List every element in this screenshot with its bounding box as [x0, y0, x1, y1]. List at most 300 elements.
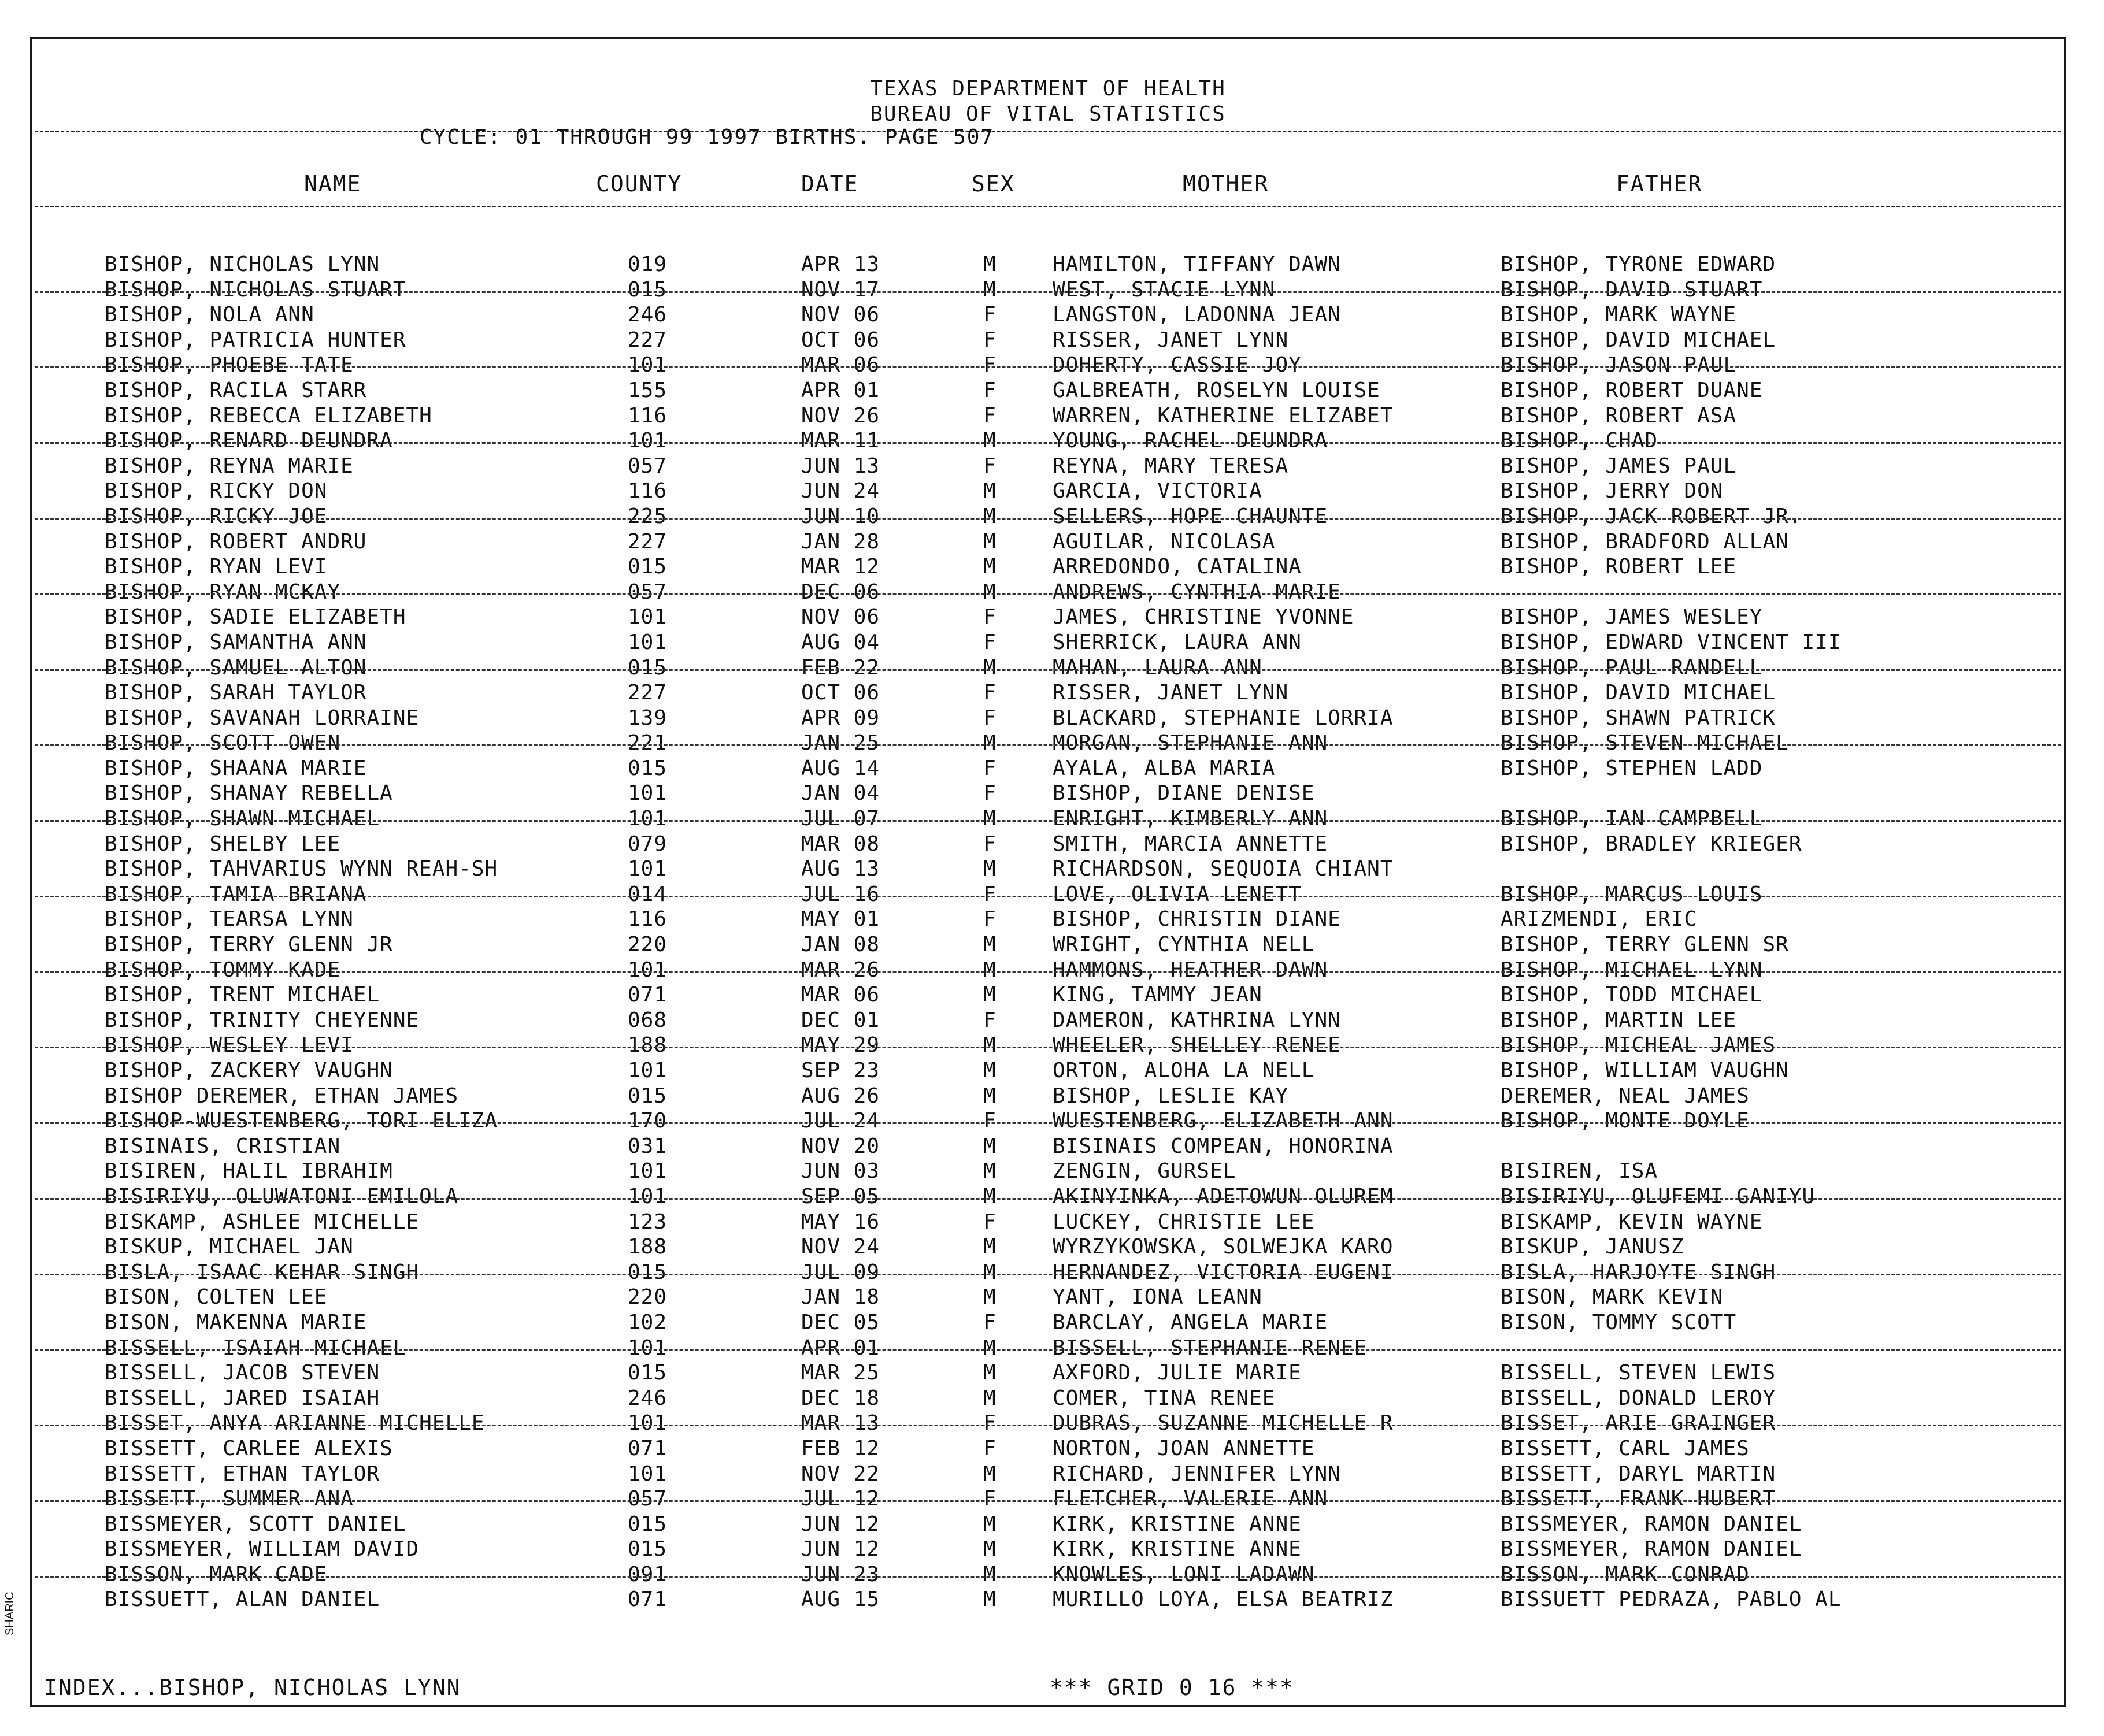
record-date: JAN 18 [801, 1285, 880, 1310]
record-county: 227 [628, 681, 668, 705]
record-sex: F [983, 1008, 997, 1032]
record-date: APR 13 [801, 253, 880, 276]
record-sex: M [983, 429, 997, 453]
record-county: 116 [628, 907, 668, 932]
record-mother: BISINAIS COMPEAN, HONORINA [1053, 1134, 1394, 1158]
record-name: BISHOP, SHELBY LEE [105, 832, 341, 856]
record-date: NOV 20 [801, 1134, 880, 1158]
record-row [32, 655, 2064, 681]
record-county: 071 [628, 1436, 668, 1460]
record-mother: ARREDONDO, CATALINA [1053, 555, 1302, 579]
record-county: 031 [628, 1134, 668, 1158]
column-header-date: DATE [801, 171, 859, 196]
record-date: JUN 10 [801, 504, 880, 528]
record-date: SEP 23 [801, 1059, 880, 1082]
record-father: BISKUP, JANUSZ [1501, 1235, 1684, 1259]
record-mother: ENRIGHT, KIMBERLY ANN [1053, 807, 1328, 831]
record-mother: YOUNG, RACHEL DEUNDRA [1053, 429, 1328, 453]
record-father: BISHOP, CHAD [1501, 429, 1658, 453]
record-mother: RICHARD, JENNIFER LYNN [1053, 1461, 1341, 1486]
record-row [32, 353, 2064, 378]
record-row [32, 1310, 2064, 1336]
record-row [32, 1084, 2064, 1109]
record-name: BISHOP, REYNA MARIE [105, 454, 354, 478]
record-sex: M [983, 253, 997, 276]
record-sex: F [983, 681, 997, 705]
record-father: BISHOP, JERRY DON [1501, 479, 1724, 503]
record-mother: KING, TAMMY JEAN [1053, 983, 1262, 1007]
record-date: DEC 18 [801, 1386, 880, 1410]
record-row [32, 302, 2064, 328]
record-name: BISHOP, ZACKERY VAUGHN [105, 1059, 393, 1082]
record-mother: BARCLAY, ANGELA MARIE [1053, 1310, 1328, 1334]
record-father: BISSETT, DARYL MARTIN [1501, 1461, 1776, 1486]
record-county: 101 [628, 958, 668, 982]
record-row [32, 1285, 2064, 1310]
record-row [32, 1461, 2064, 1487]
record-date: NOV 06 [801, 605, 880, 629]
record-row [32, 428, 2064, 454]
record-mother: WRIGHT, CYNTHIA NELL [1053, 933, 1315, 957]
record-sex: F [983, 1487, 997, 1511]
record-date: JUN 03 [801, 1159, 880, 1184]
record-county: 101 [628, 605, 668, 629]
record-row [32, 378, 2064, 403]
record-father: BISHOP, TYRONE EDWARD [1501, 253, 1776, 276]
record-county: 068 [628, 1008, 668, 1032]
record-sex: M [983, 807, 997, 831]
record-county: 015 [628, 655, 668, 680]
record-name: BISKAMP, ASHLEE MICHELLE [105, 1210, 420, 1234]
record-mother: KIRK, KRISTINE ANNE [1053, 1537, 1302, 1561]
record-mother: RICHARDSON, SEQUOIA CHIANT [1053, 857, 1394, 881]
header-cycle: CYCLE: 01 THROUGH 99 1997 BIRTHS. PAGE 507 [419, 125, 995, 149]
record-row [32, 252, 2064, 277]
record-sex: M [983, 1461, 997, 1486]
side-mark: SHARIC [3, 1592, 16, 1635]
record-mother: RISSER, JANET LYNN [1053, 681, 1289, 705]
record-row [32, 882, 2064, 907]
record-county: 170 [628, 1109, 668, 1133]
record-county: 188 [628, 1235, 668, 1259]
record-sex: M [983, 479, 997, 503]
record-county: 101 [628, 353, 668, 377]
record-name: BISHOP, RENARD DEUNDRA [105, 429, 393, 453]
record-county: 101 [628, 1461, 668, 1486]
record-date: MAR 13 [801, 1411, 880, 1435]
record-county: 139 [628, 706, 668, 730]
record-father: BISHOP, JAMES WESLEY [1501, 605, 1763, 629]
record-row [32, 1537, 2064, 1562]
record-row [32, 478, 2064, 504]
record-father: BISHOP, ROBERT LEE [1501, 555, 1737, 579]
record-mother: AKINYINKA, ADETOWUN OLUREM [1053, 1184, 1394, 1208]
record-name: BISHOP, ROBERT ANDRU [105, 529, 367, 554]
record-county: 101 [628, 1411, 668, 1435]
record-row [32, 1033, 2064, 1058]
record-name: BISHOP-WUESTENBERG, TORI ELIZA [105, 1109, 498, 1133]
record-row [32, 730, 2064, 756]
record-county: 246 [628, 303, 668, 327]
record-county: 246 [628, 1386, 668, 1410]
record-father: BISHOP, ROBERT ASA [1501, 403, 1737, 428]
record-row [32, 403, 2064, 429]
record-mother: DAMERON, KATHRINA LYNN [1053, 1008, 1341, 1032]
footer-index: INDEX...BISHOP, NICHOLAS LYNN [44, 1675, 461, 1700]
record-sex: M [983, 933, 997, 957]
record-father: BISHOP, JAMES PAUL [1501, 454, 1737, 478]
record-county: 101 [628, 1059, 668, 1082]
record-sex: F [983, 1411, 997, 1435]
record-name: BISINAIS, CRISTIAN [105, 1134, 341, 1158]
record-name: BISSUETT, ALAN DANIEL [105, 1587, 380, 1612]
record-county: 015 [628, 1537, 668, 1561]
record-name: BISHOP, RYAN MCKAY [105, 580, 341, 604]
record-father: BISHOP, BRADLEY KRIEGER [1501, 832, 1802, 856]
record-name: BISHOP, PATRICIA HUNTER [105, 328, 406, 352]
record-father: BISON, TOMMY SCOTT [1501, 1310, 1737, 1334]
record-name: BISSETT, CARLEE ALEXIS [105, 1436, 393, 1460]
record-sex: M [983, 857, 997, 881]
record-date: MAR 25 [801, 1361, 880, 1385]
record-sex: M [983, 655, 997, 680]
record-date: AUG 14 [801, 756, 880, 780]
record-row [32, 454, 2064, 479]
record-county: 015 [628, 756, 668, 780]
record-mother: REYNA, MARY TERESA [1053, 454, 1289, 478]
record-county: 227 [628, 529, 668, 554]
record-date: AUG 13 [801, 857, 880, 881]
record-row [32, 781, 2064, 806]
record-county: 101 [628, 857, 668, 881]
record-name: BISHOP, NICHOLAS STUART [105, 277, 406, 302]
record-name: BISSELL, JACOB STEVEN [105, 1361, 380, 1385]
record-name: BISHOP, TERRY GLENN JR [105, 933, 393, 957]
record-mother: ZENGIN, GURSEL [1053, 1159, 1236, 1184]
record-mother: COMER, TINA RENEE [1053, 1386, 1276, 1410]
record-name: BISHOP, SAVANAH LORRAINE [105, 706, 420, 730]
record-row [32, 806, 2064, 832]
record-row [32, 1184, 2064, 1210]
record-name: BISSMEYER, SCOTT DANIEL [105, 1512, 406, 1536]
record-mother: RISSER, JANET LYNN [1053, 328, 1289, 352]
record-name: BISHOP, TEARSA LYNN [105, 907, 354, 932]
record-row [32, 1260, 2064, 1285]
record-father: BISSON, MARK CONRAD [1501, 1562, 1750, 1586]
record-mother: NORTON, JOAN ANNETTE [1053, 1436, 1315, 1460]
record-father: BISIRIYU, OLUFEMI GANIYU [1501, 1184, 1816, 1208]
record-county: 116 [628, 479, 668, 503]
record-name: BISHOP, SHAANA MARIE [105, 756, 367, 780]
record-name: BISHOP, SADIE ELIZABETH [105, 605, 406, 629]
record-father: BISHOP, WILLIAM VAUGHN [1501, 1059, 1789, 1082]
record-date: NOV 22 [801, 1461, 880, 1486]
record-sex: M [983, 1386, 997, 1410]
record-mother: FLETCHER, VALERIE ANN [1053, 1487, 1328, 1511]
record-father: BISHOP, MICHAEL LYNN [1501, 958, 1763, 982]
record-mother: WEST, STACIE LYNN [1053, 277, 1276, 302]
record-county: 101 [628, 807, 668, 831]
record-county: 101 [628, 1159, 668, 1184]
record-row [32, 856, 2064, 882]
record-date: JUN 12 [801, 1512, 880, 1536]
record-date: OCT 06 [801, 328, 880, 352]
record-name: BISHOP, NOLA ANN [105, 303, 314, 327]
record-sex: M [983, 983, 997, 1007]
record-row [32, 1386, 2064, 1411]
record-sex: M [983, 1059, 997, 1082]
record-date: NOV 06 [801, 303, 880, 327]
record-row [32, 680, 2064, 706]
record-father: BISSETT, CARL JAMES [1501, 1436, 1750, 1460]
record-date: DEC 06 [801, 580, 880, 604]
record-mother: LOVE, OLIVIA LENETT [1053, 882, 1302, 906]
record-county: 220 [628, 1285, 668, 1310]
record-county: 019 [628, 253, 668, 276]
record-sex: F [983, 907, 997, 932]
header-agency: TEXAS DEPARTMENT OF HEALTH [870, 77, 1226, 101]
record-sex: F [983, 1310, 997, 1334]
record-mother: GARCIA, VICTORIA [1053, 479, 1262, 503]
record-row [32, 706, 2064, 731]
record-father: BISHOP, PAUL RANDELL [1501, 655, 1763, 680]
record-sex: M [983, 1537, 997, 1561]
record-mother: AYALA, ALBA MARIA [1053, 756, 1276, 780]
record-county: 015 [628, 1260, 668, 1284]
record-date: JAN 04 [801, 781, 880, 806]
record-sex: F [983, 706, 997, 730]
record-county: 057 [628, 454, 668, 478]
record-name: BISHOP, TRINITY CHEYENNE [105, 1008, 420, 1032]
record-date: MAR 11 [801, 429, 880, 453]
record-mother: SHERRICK, LAURA ANN [1053, 630, 1302, 654]
record-date: AUG 26 [801, 1084, 880, 1108]
record-row [32, 1360, 2064, 1386]
birth-records-list [32, 252, 2064, 1612]
record-county: 071 [628, 983, 668, 1007]
record-sex: F [983, 756, 997, 780]
record-sex: M [983, 1159, 997, 1184]
record-mother: HAMILTON, TIFFANY DAWN [1053, 253, 1341, 276]
record-sex: M [983, 1134, 997, 1158]
record-date: MAR 26 [801, 958, 880, 982]
record-mother: DUBRAS, SUZANNE MICHELLE R [1053, 1411, 1394, 1435]
record-mother: HAMMONS, HEATHER DAWN [1053, 958, 1328, 982]
record-mother: MURILLO LOYA, ELSA BEATRIZ [1053, 1587, 1394, 1612]
record-row [32, 277, 2064, 303]
record-sex: M [983, 1084, 997, 1108]
record-county: 071 [628, 1587, 668, 1612]
column-header-name: NAME [304, 171, 362, 196]
record-row [32, 604, 2064, 630]
record-father: BISHOP, STEPHEN LADD [1501, 756, 1763, 780]
record-row [32, 1486, 2064, 1512]
record-mother: ANDREWS, CYNTHIA MARIE [1053, 580, 1341, 604]
record-mother: GALBREATH, ROSELYN LOUISE [1053, 378, 1380, 402]
record-date: DEC 05 [801, 1310, 880, 1334]
record-sex: M [983, 555, 997, 579]
record-mother: JAMES, CHRISTINE YVONNE [1053, 605, 1354, 629]
record-father: BISKAMP, KEVIN WAYNE [1501, 1210, 1763, 1234]
record-row [32, 958, 2064, 983]
record-mother: SELLERS, HOPE CHAUNTE [1053, 504, 1328, 528]
record-father: BISHOP, STEVEN MICHAEL [1501, 731, 1789, 755]
record-date: OCT 06 [801, 681, 880, 705]
record-date: NOV 17 [801, 277, 880, 302]
record-mother: KNOWLES, LONI LADAWN [1053, 1562, 1315, 1586]
record-date: MAR 08 [801, 832, 880, 856]
record-sex: M [983, 1033, 997, 1058]
record-sex: M [983, 277, 997, 302]
record-sex: F [983, 832, 997, 856]
record-father: BISSMEYER, RAMON DANIEL [1501, 1537, 1802, 1561]
record-name: BISHOP, TOMMY KADE [105, 958, 341, 982]
record-date: APR 09 [801, 706, 880, 730]
record-county: 015 [628, 555, 668, 579]
record-county: 015 [628, 1084, 668, 1108]
record-row [32, 756, 2064, 781]
record-date: FEB 22 [801, 655, 880, 680]
record-row [32, 580, 2064, 605]
record-date: AUG 15 [801, 1587, 880, 1612]
record-name: BISKUP, MICHAEL JAN [105, 1235, 354, 1259]
record-father: BISSELL, STEVEN LEWIS [1501, 1361, 1776, 1385]
record-father: BISHOP, TODD MICHAEL [1501, 983, 1763, 1007]
record-date: NOV 24 [801, 1235, 880, 1259]
record-name: BISIREN, HALIL IBRAHIM [105, 1159, 393, 1184]
record-father: BISHOP, JACK ROBERT JR. [1501, 504, 1802, 528]
record-date: JAN 28 [801, 529, 880, 554]
record-county: 101 [628, 781, 668, 806]
column-header-county: COUNTY [596, 171, 683, 196]
record-name: BISHOP, SARAH TAYLOR [105, 681, 367, 705]
record-date: NOV 26 [801, 403, 880, 428]
record-mother: AXFORD, JULIE MARIE [1053, 1361, 1302, 1385]
record-sex: F [983, 1109, 997, 1133]
record-name: BISHOP, RICKY DON [105, 479, 328, 503]
record-county: 057 [628, 580, 668, 604]
record-row [32, 554, 2064, 580]
record-sex: F [983, 403, 997, 428]
record-mother: YANT, IONA LEANN [1053, 1285, 1262, 1310]
record-sex: F [983, 303, 997, 327]
record-sex: F [983, 1210, 997, 1234]
record-father: BISHOP, SHAWN PATRICK [1501, 706, 1776, 730]
record-father: BISHOP, DAVID MICHAEL [1501, 328, 1776, 352]
header-bureau: BUREAU OF VITAL STATISTICS [870, 102, 1226, 126]
record-row [32, 529, 2064, 555]
record-row [32, 1587, 2064, 1612]
record-date: FEB 12 [801, 1436, 880, 1460]
record-county: 015 [628, 1361, 668, 1385]
record-name: BISHOP, PHOEBE TATE [105, 353, 354, 377]
record-father: BISSETT, FRANK HUBERT [1501, 1487, 1776, 1511]
record-name: BISHOP, REBECCA ELIZABETH [105, 403, 432, 428]
record-mother: LANGSTON, LADONNA JEAN [1053, 303, 1341, 327]
record-father: BISON, MARK KEVIN [1501, 1285, 1724, 1310]
document-frame [30, 37, 2066, 1707]
column-header-sex: SEX [972, 171, 1015, 196]
record-father: BISHOP, JASON PAUL [1501, 353, 1737, 377]
record-father: BISHOP, DAVID MICHAEL [1501, 681, 1776, 705]
record-sex: M [983, 731, 997, 755]
record-name: BISSETT, ETHAN TAYLOR [105, 1461, 380, 1486]
record-row [32, 907, 2064, 932]
record-father: BISLA, HARJOYTE SINGH [1501, 1260, 1776, 1284]
record-row [32, 1411, 2064, 1436]
record-sex: F [983, 328, 997, 352]
record-row [32, 1108, 2064, 1134]
record-sex: M [983, 1285, 997, 1310]
column-header-divider [35, 206, 2061, 207]
record-date: SEP 05 [801, 1184, 880, 1208]
record-date: JUL 07 [801, 807, 880, 831]
record-name: BISON, COLTEN LEE [105, 1285, 328, 1310]
record-name: BISIRIYU, OLUWATONI EMILOLA [105, 1184, 459, 1208]
record-county: 101 [628, 1184, 668, 1208]
record-date: JUL 09 [801, 1260, 880, 1284]
record-date: DEC 01 [801, 1008, 880, 1032]
record-county: 101 [628, 1336, 668, 1360]
record-name: BISHOP, NICHOLAS LYNN [105, 253, 380, 276]
record-row [32, 1234, 2064, 1260]
record-mother: KIRK, KRISTINE ANNE [1053, 1512, 1302, 1536]
record-sex: F [983, 454, 997, 478]
record-name: BISHOP, RYAN LEVI [105, 555, 328, 579]
record-mother: LUCKEY, CHRISTIE LEE [1053, 1210, 1315, 1234]
record-county: 057 [628, 1487, 668, 1511]
record-date: JUN 12 [801, 1537, 880, 1561]
record-name: BISHOP, SAMANTHA ANN [105, 630, 367, 654]
record-sex: M [983, 1512, 997, 1536]
record-row [32, 1159, 2064, 1184]
record-mother: BLACKARD, STEPHANIE LORRIA [1053, 706, 1394, 730]
record-sex: M [983, 958, 997, 982]
record-sex: M [983, 504, 997, 528]
record-name: BISSMEYER, WILLIAM DAVID [105, 1537, 420, 1561]
record-row [32, 982, 2064, 1008]
record-row [32, 630, 2064, 655]
record-county: 091 [628, 1562, 668, 1586]
record-date: JUN 23 [801, 1562, 880, 1586]
record-date: JAN 25 [801, 731, 880, 755]
record-name: BISHOP, SCOTT OWEN [105, 731, 341, 755]
record-sex: F [983, 605, 997, 629]
record-row [32, 932, 2064, 958]
record-county: 123 [628, 1210, 668, 1234]
record-county: 079 [628, 832, 668, 856]
record-date: JAN 08 [801, 933, 880, 957]
record-date: MAR 12 [801, 555, 880, 579]
record-mother: MAHAN, LAURA ANN [1053, 655, 1262, 680]
record-mother: BISHOP, DIANE DENISE [1053, 781, 1315, 806]
record-mother: WUESTENBERG, ELIZABETH ANN [1053, 1109, 1394, 1133]
record-county: 014 [628, 882, 668, 906]
record-county: 220 [628, 933, 668, 957]
record-row [32, 1058, 2064, 1084]
record-father: BISSELL, DONALD LEROY [1501, 1386, 1776, 1410]
record-name: BISHOP DEREMER, ETHAN JAMES [105, 1084, 459, 1108]
record-mother: ORTON, ALOHA LA NELL [1053, 1059, 1315, 1082]
record-mother: BISHOP, LESLIE KAY [1053, 1084, 1289, 1108]
record-name: BISSELL, JARED ISAIAH [105, 1386, 380, 1410]
record-mother: WARREN, KATHERINE ELIZABET [1053, 403, 1394, 428]
record-father: BISHOP, MARK WAYNE [1501, 303, 1737, 327]
record-row [32, 328, 2064, 353]
record-sex: M [983, 1184, 997, 1208]
record-county: 015 [628, 1512, 668, 1536]
record-sex: M [983, 1336, 997, 1360]
